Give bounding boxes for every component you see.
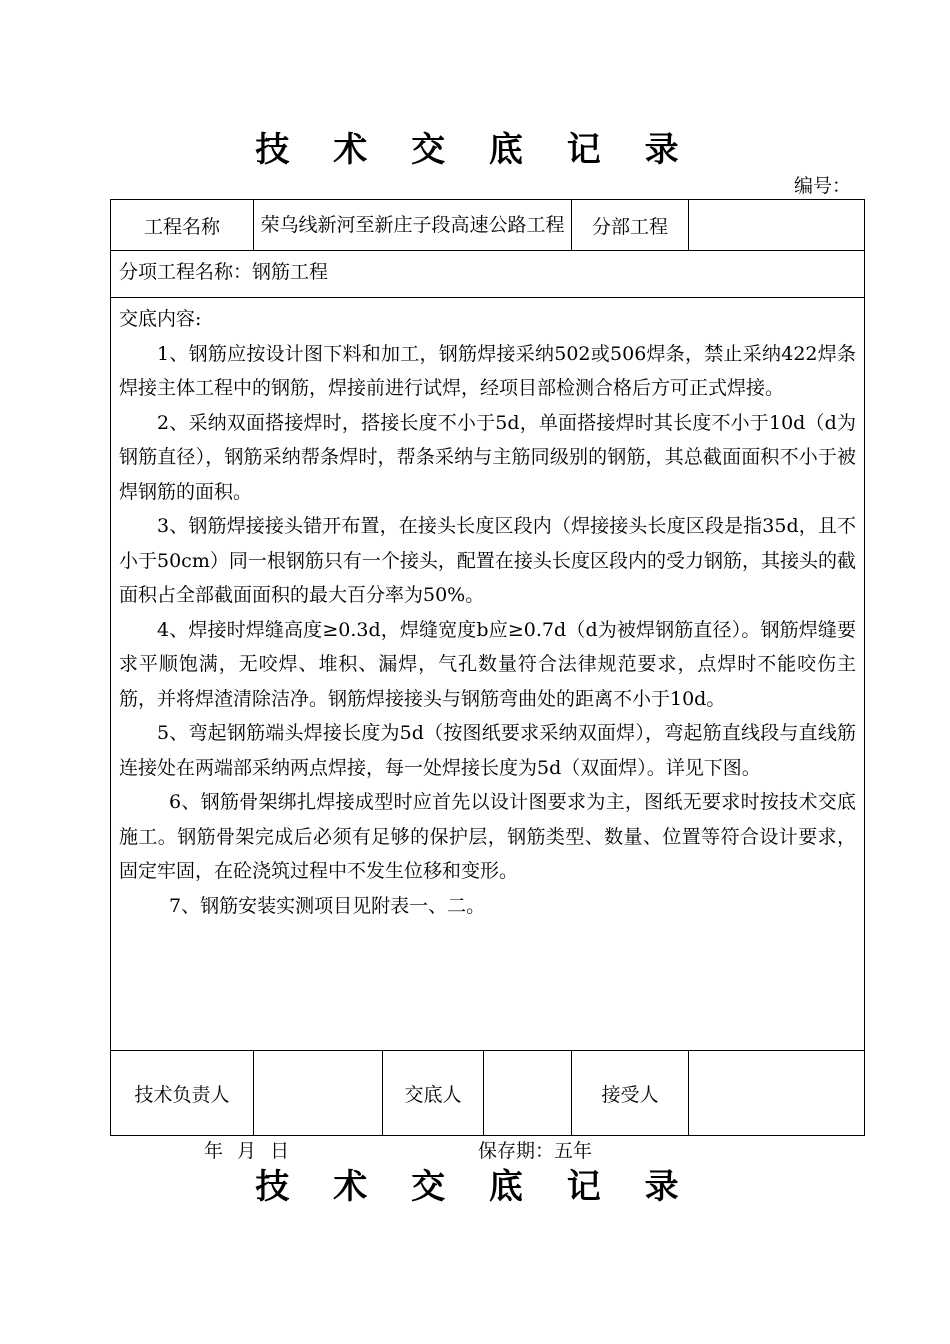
content-paragraph-6: 6、钢筋骨架绑扎焊接成型时应首先以设计图要求为主，图纸无要求时按技术交底施工。钢筋骨架完成后必须有足够的保护层，钢筋类型、数量、位置等符合设计要求，固定牢固，在砼浇筑过程中不发生位移和变形。 (119, 791, 857, 882)
project-name-value: 荣乌线新河至新庄子段高速公路工程 (254, 200, 572, 251)
signature-row (111, 1051, 865, 1136)
division-value-cell (689, 200, 865, 251)
date-line: 年 月 日 (204, 1140, 290, 1162)
content-paragraph-2: 2、采纳双面搭接焊时，搭接长度不小于5d，单面搭接焊时其长度不小于10d（d为钢筋直径），钢筋采纳帮条焊时，帮条采纳与主筋同级别的钢筋，其总截面面积不小于被焊钢筋的面积。 (119, 411, 857, 503)
content-paragraph-5: 5、弯起钢筋端头焊接长度为5d（按图纸要求采纳双面焊），弯起筋直线段与直线筋连接处在两端部采纳两点焊接，每一处焊接长度为5d（双面焊）。详见下图。 (119, 722, 857, 779)
content-paragraph-1: 1、钢筋应按设计图下料和加工，钢筋焊接采纳502或506焊条，禁止采纳422焊条焊接主体工程中的钢筋，焊接前进行试焊，经项目部检测合格后方可正式焊接。 (119, 342, 857, 399)
tech-lead-label: 技术负责人 (111, 1051, 254, 1136)
presenter-signature-cell (484, 1051, 571, 1135)
subitem-row (111, 251, 865, 298)
project-name-label: 工程名称 (111, 200, 254, 251)
header-row (111, 200, 865, 251)
next-page-title: 技 术 交 底 记 录 (255, 1167, 695, 1207)
receiver-label: 接受人 (572, 1051, 689, 1136)
subitem-cell (111, 251, 865, 298)
retention-period: 保存期：五年 (478, 1140, 593, 1162)
presenter-label: 交底人 (383, 1051, 484, 1135)
content-paragraph-4: 4、焊接时焊缝高度≥0.3d，焊缝宽度b应≥0.7d（d为被焊钢筋直径）。钢筋焊缝要求平顺饱满，无咬焊、堆积、漏焊，气孔数量符合法律规范要求，点焊时不能咬伤主筋，并将焊渣清除洁净。钢筋焊接接头与钢筋弯曲处的距离不小于10d。 (119, 618, 857, 710)
division-label: 分部工程 (572, 200, 689, 251)
document-title: 技 术 交 底 记 录 (255, 130, 695, 170)
content-heading: 交底内容: (119, 308, 202, 330)
technical-briefing-record-table (110, 199, 865, 1136)
receiver-signature-cell (689, 1051, 865, 1136)
signature-pair-cell (383, 1051, 572, 1136)
document-number-label: 编号： (794, 175, 852, 197)
content-row (111, 298, 865, 1051)
content-paragraph-3: 3、钢筋焊接接头错开布置，在接头长度区段内（焊接接头长度区段是指35d，且不小于50cm）同一根钢筋只有一个接头，配置在接头长度区段内的受力钢筋，其接头的截面积占全部截面面积的最大百分率为50%。 (119, 515, 857, 606)
content-paragraph-7: 7、钢筋安装实测项目见附表一、二。 (169, 894, 486, 917)
briefing-content-cell (111, 298, 865, 1051)
subitem-name: 分项工程名称：钢筋工程 (119, 261, 329, 283)
tech-lead-signature-cell (254, 1051, 383, 1136)
briefing-content (111, 298, 864, 923)
